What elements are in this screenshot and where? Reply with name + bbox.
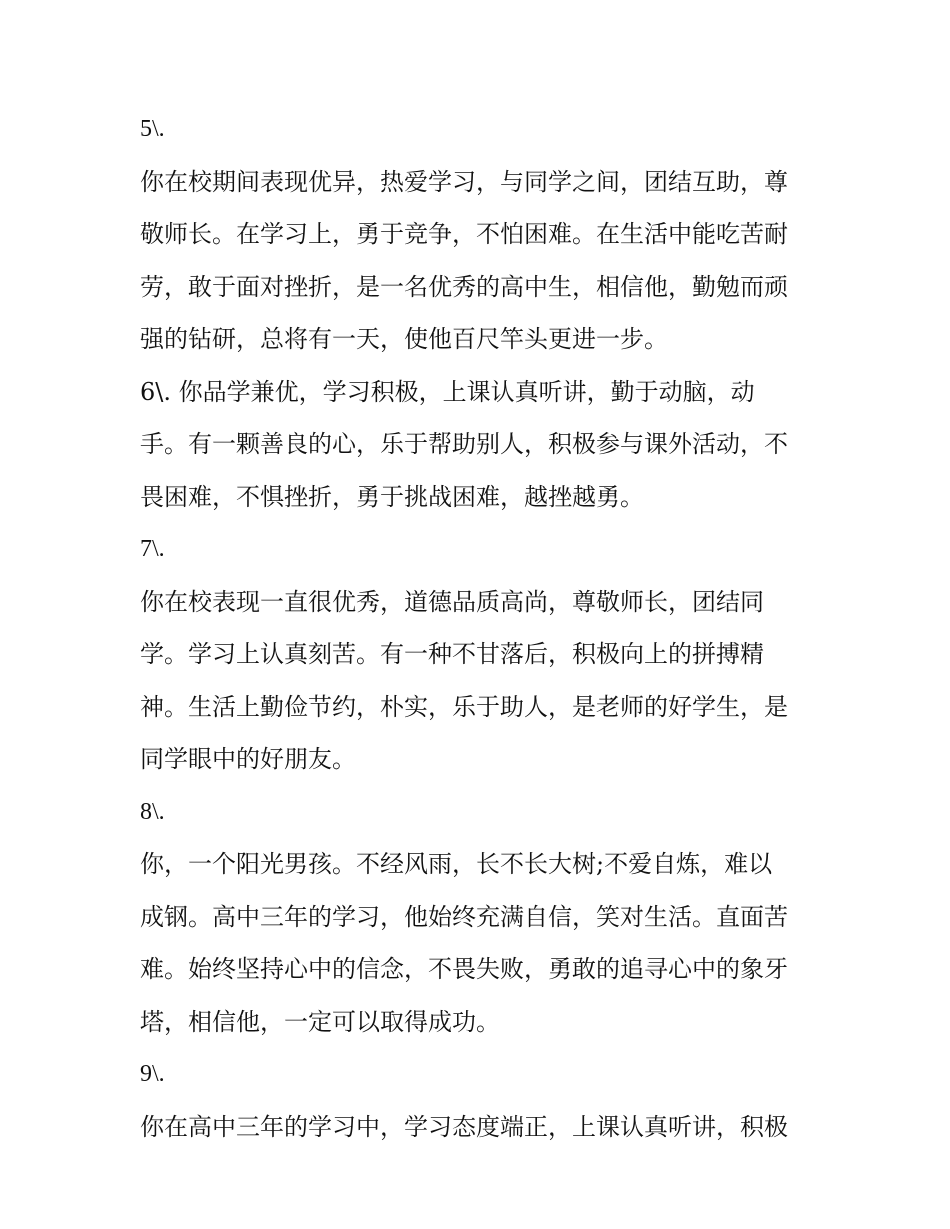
paragraph-line: 强的钻研，总将有一天，使他百尺竿头更进一步。 [140,325,668,353]
paragraph-line: 难。始终坚持心中的信念，不畏失败，勇敢的追寻心中的象牙 [140,955,788,983]
item-number-5: 5\. [140,116,165,142]
paragraph-line: 你在高中三年的学习中，学习态度端正，上课认真听讲，积极 [140,1112,788,1141]
paragraph-line: 神。生活上勤俭节约，朴实，乐于助人，是老师的好学生，是 [140,692,788,721]
paragraph-line: 畏困难，不惧挫折，勇于挑战困难，越挫越勇。 [140,482,644,511]
item-number-8: 8\. [140,798,165,825]
paragraph-line: 塔，相信他，一定可以取得成功。 [140,1007,500,1036]
paragraph-line: 敬师长。在学习上，勇于竞争，不怕困难。在生活中能吃苦耐 [140,220,788,248]
paragraph-line: 劳，敢于面对挫折，是一名优秀的高中生，相信他，勤勉而顽 [140,272,788,301]
item-number-9: 9\. [140,1061,165,1087]
paragraph-line: 你在校表现一直很优秀，道德品质高尚，尊敬师长，团结同 [140,587,764,616]
document-body [140,110,820,1160]
paragraph-line: 学。学习上认真刻苦。有一种不甘落后，积极向上的拼搏精 [140,640,764,668]
paragraph-line: 同学眼中的好朋友。 [140,745,356,773]
paragraph-line: 手。有一颗善良的心，乐于帮助别人，积极参与课外活动，不 [140,430,788,458]
paragraph-line: 成钢。高中三年的学习，他始终充满自信，笑对生活。直面苦 [140,902,788,931]
item-number-7: 7\. [140,536,165,562]
paragraph-line: 你，一个阳光男孩。不经风雨，长不长大树;不爱自炼，难以 [140,850,773,878]
item-6-line: 6\. 你品学兼优，学习积极，上课认真听讲，勤于动脑，动 [140,377,755,406]
paragraph-line: 你在校期间表现优异，热爱学习，与同学之间，团结互助，尊 [140,167,788,196]
